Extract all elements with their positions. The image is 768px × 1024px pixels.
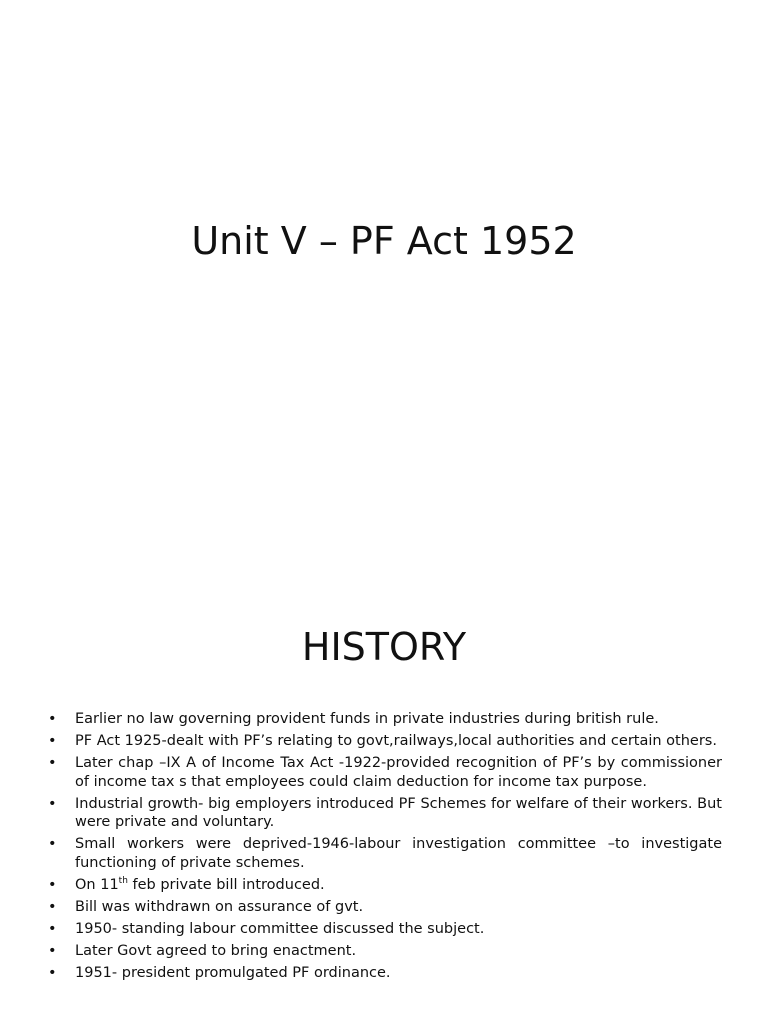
bullet-dot-icon: • bbox=[48, 733, 57, 749]
bullet-text: Later chap –IX A of Income Tax Act -1922-provided recognition of PF’s by commissioner of income tax s that employees could claim deduction for income tax purpose. bbox=[75, 755, 722, 790]
bullet-text: Bill was withdrawn on assurance of gvt. bbox=[75, 898, 364, 915]
bullet-item bbox=[48, 898, 722, 917]
bullet-item bbox=[48, 754, 722, 791]
bullet-dot-icon: • bbox=[48, 920, 57, 937]
bullet-dot-icon: • bbox=[48, 876, 57, 893]
bullet-item bbox=[48, 920, 722, 939]
bullet-dot-icon: • bbox=[48, 942, 57, 959]
bullet-item bbox=[48, 795, 722, 832]
bullet-item bbox=[48, 942, 722, 961]
bullet-item bbox=[48, 964, 722, 983]
bullet-text-suffix: feb private bill introduced. bbox=[127, 876, 325, 893]
bullet-dot-icon: • bbox=[48, 795, 57, 812]
history-slide bbox=[0, 576, 768, 1024]
bullet-text: Earlier no law governing provident funds in private industries during british rule. bbox=[75, 711, 659, 727]
bullet-item bbox=[48, 710, 722, 729]
bullet-text: PF Act 1925-dealt with PF’s relating to govt,railways,local authorities and certain others. bbox=[75, 733, 717, 749]
bullet-item bbox=[48, 835, 722, 872]
bullet-text: Later Govt agreed to bring enactment. bbox=[75, 942, 357, 959]
bullet-dot-icon: • bbox=[48, 964, 57, 981]
history-bullet-list bbox=[48, 710, 722, 986]
bullet-text: 1951- president promulgated PF ordinance. bbox=[75, 964, 391, 981]
bullet-text-prefix: On 11 bbox=[75, 876, 119, 893]
bullet-text: Industrial growth- big employers introduced PF Schemes for welfare of their workers. But were private and voluntary. bbox=[75, 795, 722, 830]
bullet-text: Small workers were deprived-1946-labour investigation committee –to investigate functioning of private schemes. bbox=[75, 836, 722, 871]
bullet-item bbox=[48, 876, 722, 895]
bullet-item bbox=[48, 732, 722, 751]
bullet-dot-icon: • bbox=[48, 898, 57, 915]
bullet-dot-icon: • bbox=[48, 711, 57, 727]
bullet-text: 1950- standing labour committee discussed the subject. bbox=[75, 920, 485, 937]
bullet-dot-icon: • bbox=[48, 755, 57, 771]
bullet-dot-icon: • bbox=[48, 836, 57, 852]
slide-title: Unit V – PF Act 1952 bbox=[191, 219, 577, 263]
history-heading: HISTORY bbox=[301, 625, 467, 669]
ordinal-suffix: th bbox=[118, 875, 128, 886]
